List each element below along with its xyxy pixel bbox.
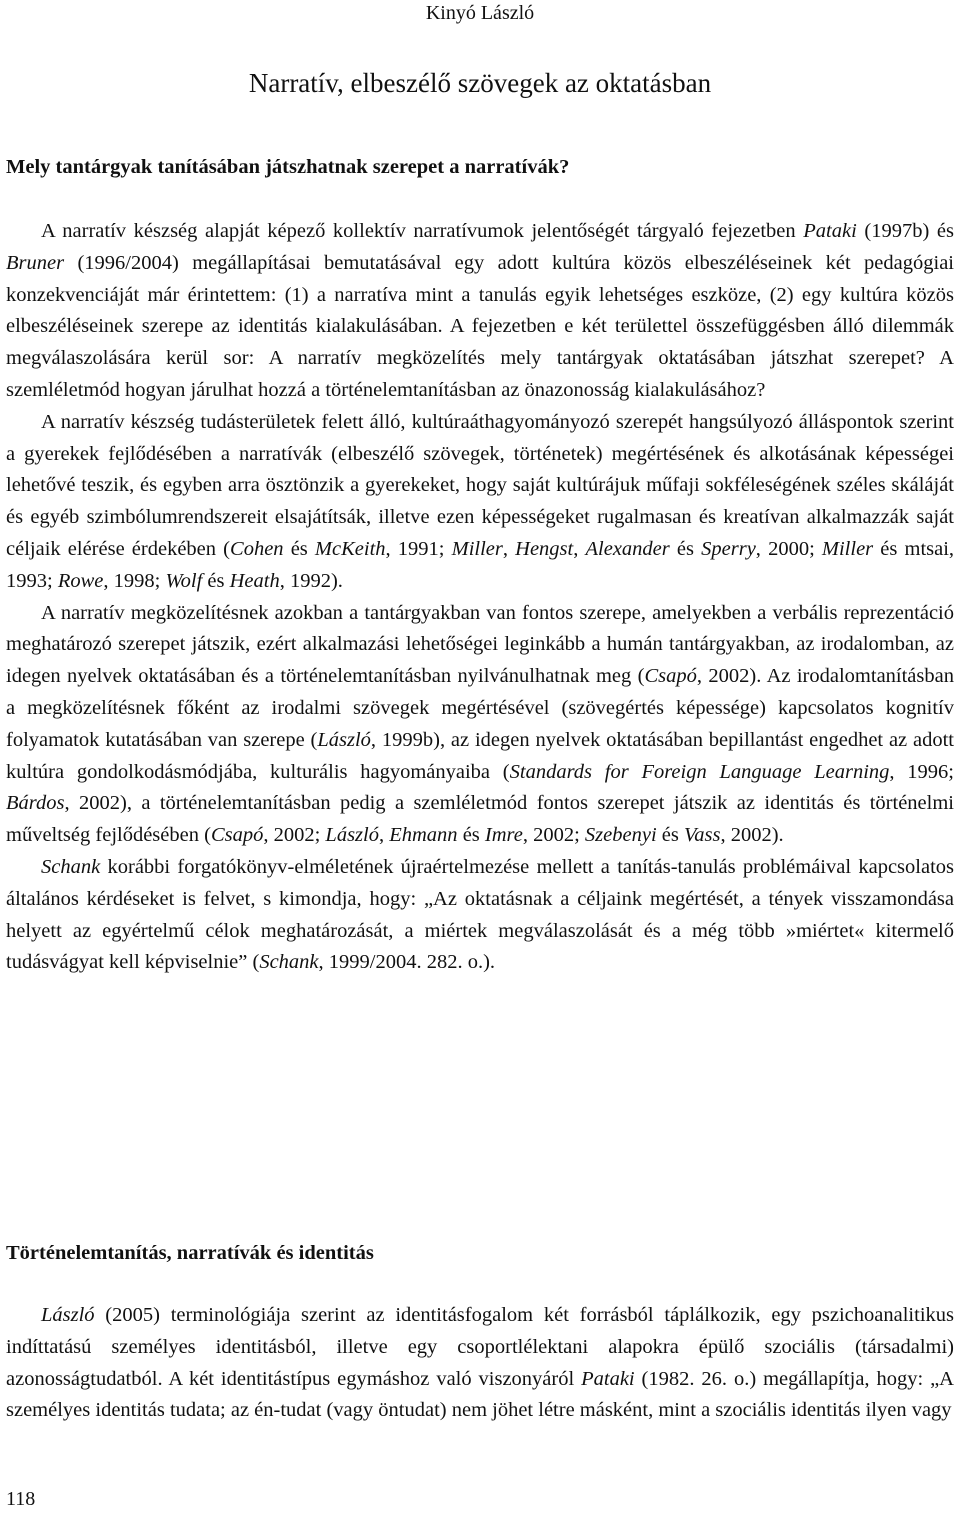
text-run: és <box>202 569 230 592</box>
italic-citation: Hengst <box>515 537 574 560</box>
italic-citation: Rowe <box>57 569 104 592</box>
page-number: 118 <box>6 1488 36 1510</box>
italic-citation: Bruner <box>6 251 65 274</box>
section-heading-2: Történelemtanítás, narratívák és identitás <box>6 1242 374 1264</box>
italic-citation: Heath <box>229 569 280 592</box>
section-1-body <box>6 216 954 979</box>
text-run: és <box>283 537 315 560</box>
text-run: A narratív megközelítésnek azokban a tantárgyakban van fontos szerepe, amelyekben a verbális reprezentáció meghatározó szerepet játszik, ezért alkalmazási lehetőségei leginkább a humán tantárgyakban, az irodalomban, az idegen nyelvek oktatásában és a történelemtanításban nyilvánulhatnak meg ( <box>6 601 954 688</box>
text-run: és mtsai, 1993; <box>6 537 955 592</box>
text-run: , <box>573 537 586 560</box>
italic-citation: Sperry <box>701 537 756 560</box>
italic-citation: Pataki <box>581 1367 635 1390</box>
text-run: , <box>378 824 390 847</box>
italic-citation: Wolf <box>165 569 203 592</box>
italic-citation: Csapó <box>210 824 264 847</box>
text-run: , 1991; <box>385 537 452 560</box>
paragraph <box>6 852 954 979</box>
text-run: A narratív készség tudásterületek felett álló, kultúraáthagyományozó szerepét hangsúlyozó álláspontok szerint a gyerekek fejlődésében a narratívák (elbeszélő szövegek, történetek) megértésének és alkotásának képességei lehetővé teszik, és egyben arra ösztönzik a gyerekeket, hogy saját kultúrájuk műfaji sokféleségének széles skáláját és egyéb szimbólumrendszereit elsajátítsák, illetve ezen képességeket rugalmasan és kreatívan alkalmazzák saját céljaik elérése érdekében ( <box>6 410 954 560</box>
italic-citation: László <box>41 1304 95 1326</box>
italic-citation: Bárdos <box>6 792 65 815</box>
text-run: (1996/2004) megállapításai bemutatásával egy adott kultúra közös elbeszéléseinek két pedagógiai konzekvenciáját már érintettem: (1) a narratíva mint a tanulás egyik lehetséges eszköze, (2) egy kultúra közös elbeszéléseinek szerepe az identitás kialakulásában. A fejezetben e két területtel összefüggésben álló dilemmák megválaszolására kerül sor: A narratív megközelítés mely tantárgyak oktatásában játszhat szerepet? A szemléletmód hogyan járulhat hozzá a történelemtanításban az önazonosság kialakulásához? <box>6 251 954 401</box>
text-run: , 1999/2004. 282. o.). <box>318 951 496 974</box>
section-heading-1: Mely tantárgyak tanításában játszhatnak szerepet a narratívák? <box>6 156 570 178</box>
italic-citation: Pataki <box>803 220 857 242</box>
paragraph <box>6 216 954 407</box>
text-run: , 2002). <box>720 824 784 847</box>
italic-citation: Miller <box>451 537 503 560</box>
text-run: (1982. 26. o.) megállapítja, hogy: „A személyes identitás tudata; az én-tudat (vagy öntudat) nem jöhet létre másként, mint a szociális identitás ilyen vagy <box>6 1367 954 1422</box>
text-run: , <box>502 537 516 560</box>
text-run: és <box>669 537 702 560</box>
text-run: A narratív készség alapját képező kollektív narratívumok jelentőségét tárgyaló fejezetben <box>41 220 804 242</box>
italic-citation: Schank <box>41 855 101 878</box>
text-run: , 1992). <box>279 569 343 592</box>
italic-citation: Vass <box>683 824 721 847</box>
paragraph <box>6 407 954 598</box>
italic-citation: Csapó <box>644 665 697 688</box>
text-run: , 2002), a történelemtanításban pedig a szemléletmód fontos szerepet játszik az identitás és történelmi műveltség fejlődésében ( <box>6 792 954 847</box>
italic-citation: Miller <box>821 537 874 560</box>
text-run: , 1998; <box>103 569 166 592</box>
section-2-body <box>6 1300 954 1427</box>
italic-citation: Ehmann <box>389 824 458 847</box>
chapter-title: Narratív, elbeszélő szövegek az oktatásban <box>248 68 712 98</box>
italic-citation: Imre <box>484 824 523 847</box>
italic-citation: Schank <box>259 951 319 974</box>
text-run: korábbi forgatókönyv-elméletének újraértelmezése mellett a tanítás-tanulás problémáival kapcsolatos általános kérdéseket is felvet, s kimondja, hogy: „Az oktatásnak a céljaink megértését, a tények visszamondása helyett az egyértelmű célok meghatározását, a miértek megválaszolását és a még több »miértet« kitermelő tudásvágyat kell képviselnie” ( <box>6 855 954 974</box>
paragraph <box>6 598 954 852</box>
italic-citation: Alexander <box>585 537 670 560</box>
text-run: (2005) terminológiája szerint az identitásfogalom két forrásból táplálkozik, egy pszichoanalitikus indíttatású személyes identitásból, illetve egy csoportlélektani alapokra épülő szociális (társadalmi) azonosságtudatból. A két identitástípus egymáshoz való viszonyáról <box>6 1304 954 1390</box>
italic-citation: Szebenyi <box>584 824 657 847</box>
text-run: és <box>457 824 485 847</box>
text-run: , 1999b), az idegen nyelvek oktatásában bepillantást engedhet az adott kultúra gondolkodásmódjába, kulturális hagyományaiba ( <box>6 728 954 783</box>
text-run: , 1996; <box>889 760 954 783</box>
text-run: , 2002; <box>263 824 326 847</box>
text-run: , 2002). Az irodalomtanításban a megközelítésnek főként az irodalmi szövegek megértésével (szövegértés képessége) kapcsolatos kognitív folyamatok kutatásában van szerepe ( <box>6 665 954 751</box>
running-head-author: Kinyó László <box>425 2 535 24</box>
document-page <box>6 0 954 1517</box>
italic-citation: László <box>325 824 379 847</box>
text-run: , 2000; <box>755 537 822 560</box>
italic-citation: McKeith <box>314 537 386 560</box>
text-run: , 2002; <box>522 824 585 847</box>
italic-citation: Standards for Foreign Language Learning <box>509 760 890 783</box>
italic-citation: László <box>317 728 371 751</box>
italic-citation: Cohen <box>230 537 284 560</box>
paragraph <box>6 1300 954 1427</box>
text-run: (1997b) és <box>856 220 954 242</box>
text-run: és <box>656 824 684 847</box>
